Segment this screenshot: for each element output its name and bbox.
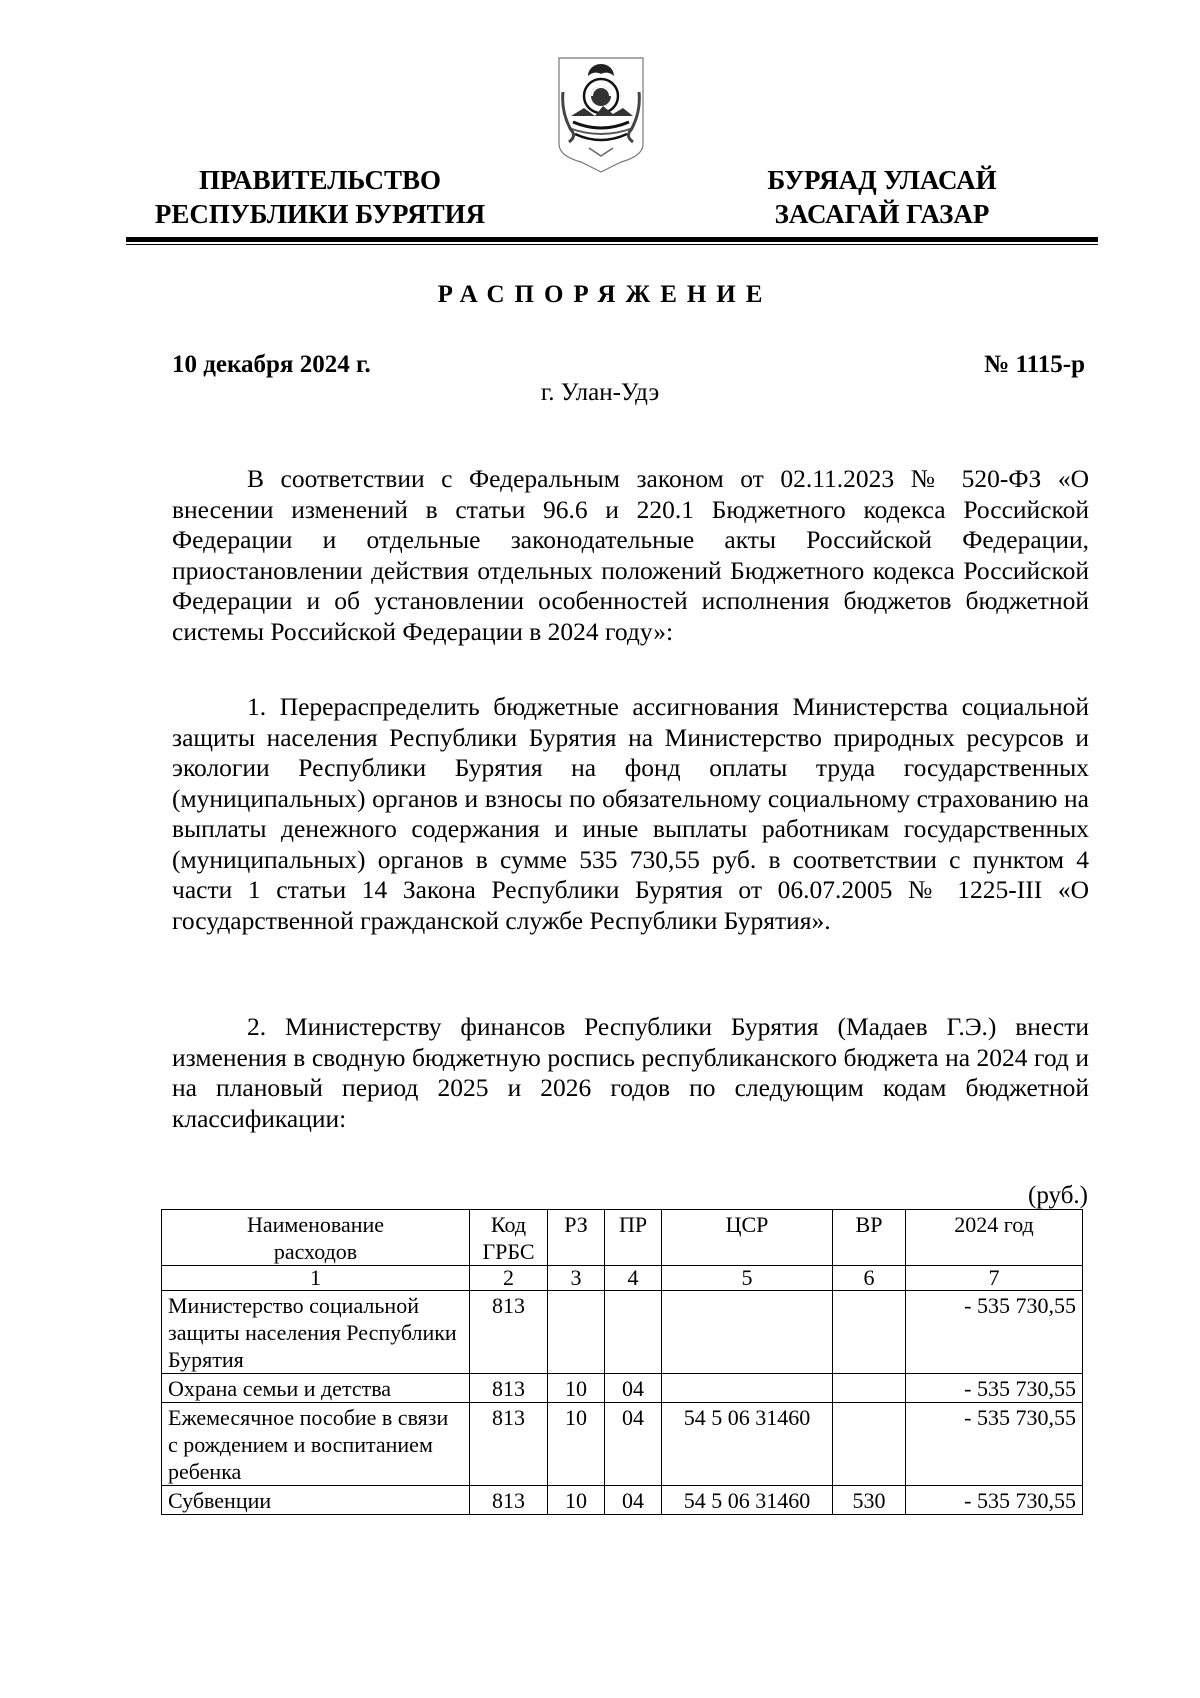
table-column-numbers-row bbox=[162, 1266, 1083, 1291]
document-number: № 1115-р bbox=[984, 351, 1085, 378]
row-vr bbox=[833, 1374, 906, 1403]
column-number: 6 bbox=[833, 1266, 906, 1291]
item-1-paragraph: 1. Перераспределить бюджетные ассигнования Министерства социальной защиты населения Республики Бурятия на Министерство природных ресурсов и экологии Республики Бурятия на фонд оплаты труда государственных (муниципальных) органов и взносы по обязательному социальному страхованию на выплаты денежного содержания и иные выплаты работникам государственных (муниципальных) органов в сумме 535 730,55 руб. в соответствии с пунктом 4 части 1 статьи 14 Закона Республики Бурятия от 06.07.2005 № 1225-III «О государственной гражданской службе Республики Бурятия». bbox=[172, 692, 1089, 935]
table-header-row bbox=[162, 1210, 1083, 1266]
budget-table bbox=[161, 1209, 1083, 1515]
header-right bbox=[712, 163, 1052, 231]
document-date: 10 декабря 2024 г. bbox=[172, 351, 371, 378]
row-grbs: 813 bbox=[470, 1374, 548, 1403]
row-csr bbox=[662, 1291, 833, 1374]
row-amount: - 535 730,55 bbox=[906, 1374, 1083, 1403]
row-name: Ежемесячное пособие в связи с рождением и воспитанием ребенка bbox=[162, 1403, 470, 1486]
row-amount: - 535 730,55 bbox=[906, 1403, 1083, 1486]
column-number: 5 bbox=[662, 1266, 833, 1291]
document-city: г. Улан-Удэ bbox=[540, 379, 660, 406]
header-cell-name: Наименование расходов bbox=[162, 1210, 470, 1266]
row-rz bbox=[548, 1291, 605, 1374]
header-left-line1: ПРАВИТЕЛЬСТВО bbox=[198, 165, 442, 195]
header-cell-rz: РЗ bbox=[548, 1210, 605, 1266]
row-rz: 10 bbox=[548, 1374, 605, 1403]
row-pr: 04 bbox=[605, 1374, 662, 1403]
document-type-title: РАСПОРЯЖЕНИЕ bbox=[437, 281, 773, 308]
row-amount: - 535 730,55 bbox=[906, 1486, 1083, 1515]
row-name: Министерство социальной защиты населения Республики Бурятия bbox=[162, 1291, 470, 1374]
row-csr: 54 5 06 31460 bbox=[662, 1486, 833, 1515]
header-cell-pr: ПР bbox=[605, 1210, 662, 1266]
coat-of-arms-icon bbox=[551, 52, 651, 182]
header-cell-vr: ВР bbox=[833, 1210, 906, 1266]
column-number: 3 bbox=[548, 1266, 605, 1291]
row-name: Охрана семьи и детства bbox=[162, 1374, 470, 1403]
column-number: 7 bbox=[906, 1266, 1083, 1291]
row-grbs: 813 bbox=[470, 1291, 548, 1374]
row-rz: 10 bbox=[548, 1486, 605, 1515]
header-cell-year: 2024 год bbox=[906, 1210, 1083, 1266]
table-row bbox=[162, 1374, 1083, 1403]
table-unit-label: (руб.) bbox=[1028, 1182, 1088, 1209]
header-right-line2: ЗАСАГАЙ ГАЗАР bbox=[774, 199, 990, 229]
table-row bbox=[162, 1291, 1083, 1374]
row-pr: 04 bbox=[605, 1403, 662, 1486]
header-divider-thick bbox=[126, 237, 1098, 242]
row-vr bbox=[833, 1291, 906, 1374]
row-vr bbox=[833, 1403, 906, 1486]
header-left-line2: РЕСПУБЛИКИ БУРЯТИЯ bbox=[154, 199, 486, 229]
header-cell-grbs: Код ГРБС bbox=[470, 1210, 548, 1266]
table-row bbox=[162, 1403, 1083, 1486]
row-name: Субвенции bbox=[162, 1486, 470, 1515]
header-left bbox=[150, 163, 490, 231]
row-pr: 04 bbox=[605, 1486, 662, 1515]
column-number: 4 bbox=[605, 1266, 662, 1291]
preamble-paragraph: В соответствии с Федеральным законом от 02.11.2023 № 520-ФЗ «О внесении изменений в статьи 96.6 и 220.1 Бюджетного кодекса Российской Федерации и отдельные законодательные акты Российской Федерации, приостановлении действия отдельных положений Бюджетного кодекса Российской Федерации и об установлении особенностей исполнения бюджетов бюджетной системы Российской Федерации в 2024 году»: bbox=[172, 464, 1089, 646]
column-number: 2 bbox=[470, 1266, 548, 1291]
row-amount: - 535 730,55 bbox=[906, 1291, 1083, 1374]
table-row bbox=[162, 1486, 1083, 1515]
row-pr bbox=[605, 1291, 662, 1374]
row-vr: 530 bbox=[833, 1486, 906, 1515]
item-2-paragraph: 2. Министерству финансов Республики Бурятия (Мадаев Г.Э.) внести изменения в сводную бюджетную роспись республиканского бюджета на 2024 год и на плановый период 2025 и 2026 годов по следующим кодам бюджетной классификации: bbox=[172, 1012, 1089, 1133]
column-number: 1 bbox=[162, 1266, 470, 1291]
row-csr bbox=[662, 1374, 833, 1403]
row-grbs: 813 bbox=[470, 1403, 548, 1486]
row-rz: 10 bbox=[548, 1403, 605, 1486]
header-divider-thin bbox=[126, 244, 1098, 245]
header-cell-csr: ЦСР bbox=[662, 1210, 833, 1266]
header-right-line1: БУРЯАД УЛАСАЙ bbox=[767, 165, 997, 195]
row-csr: 54 5 06 31460 bbox=[662, 1403, 833, 1486]
row-grbs: 813 bbox=[470, 1486, 548, 1515]
